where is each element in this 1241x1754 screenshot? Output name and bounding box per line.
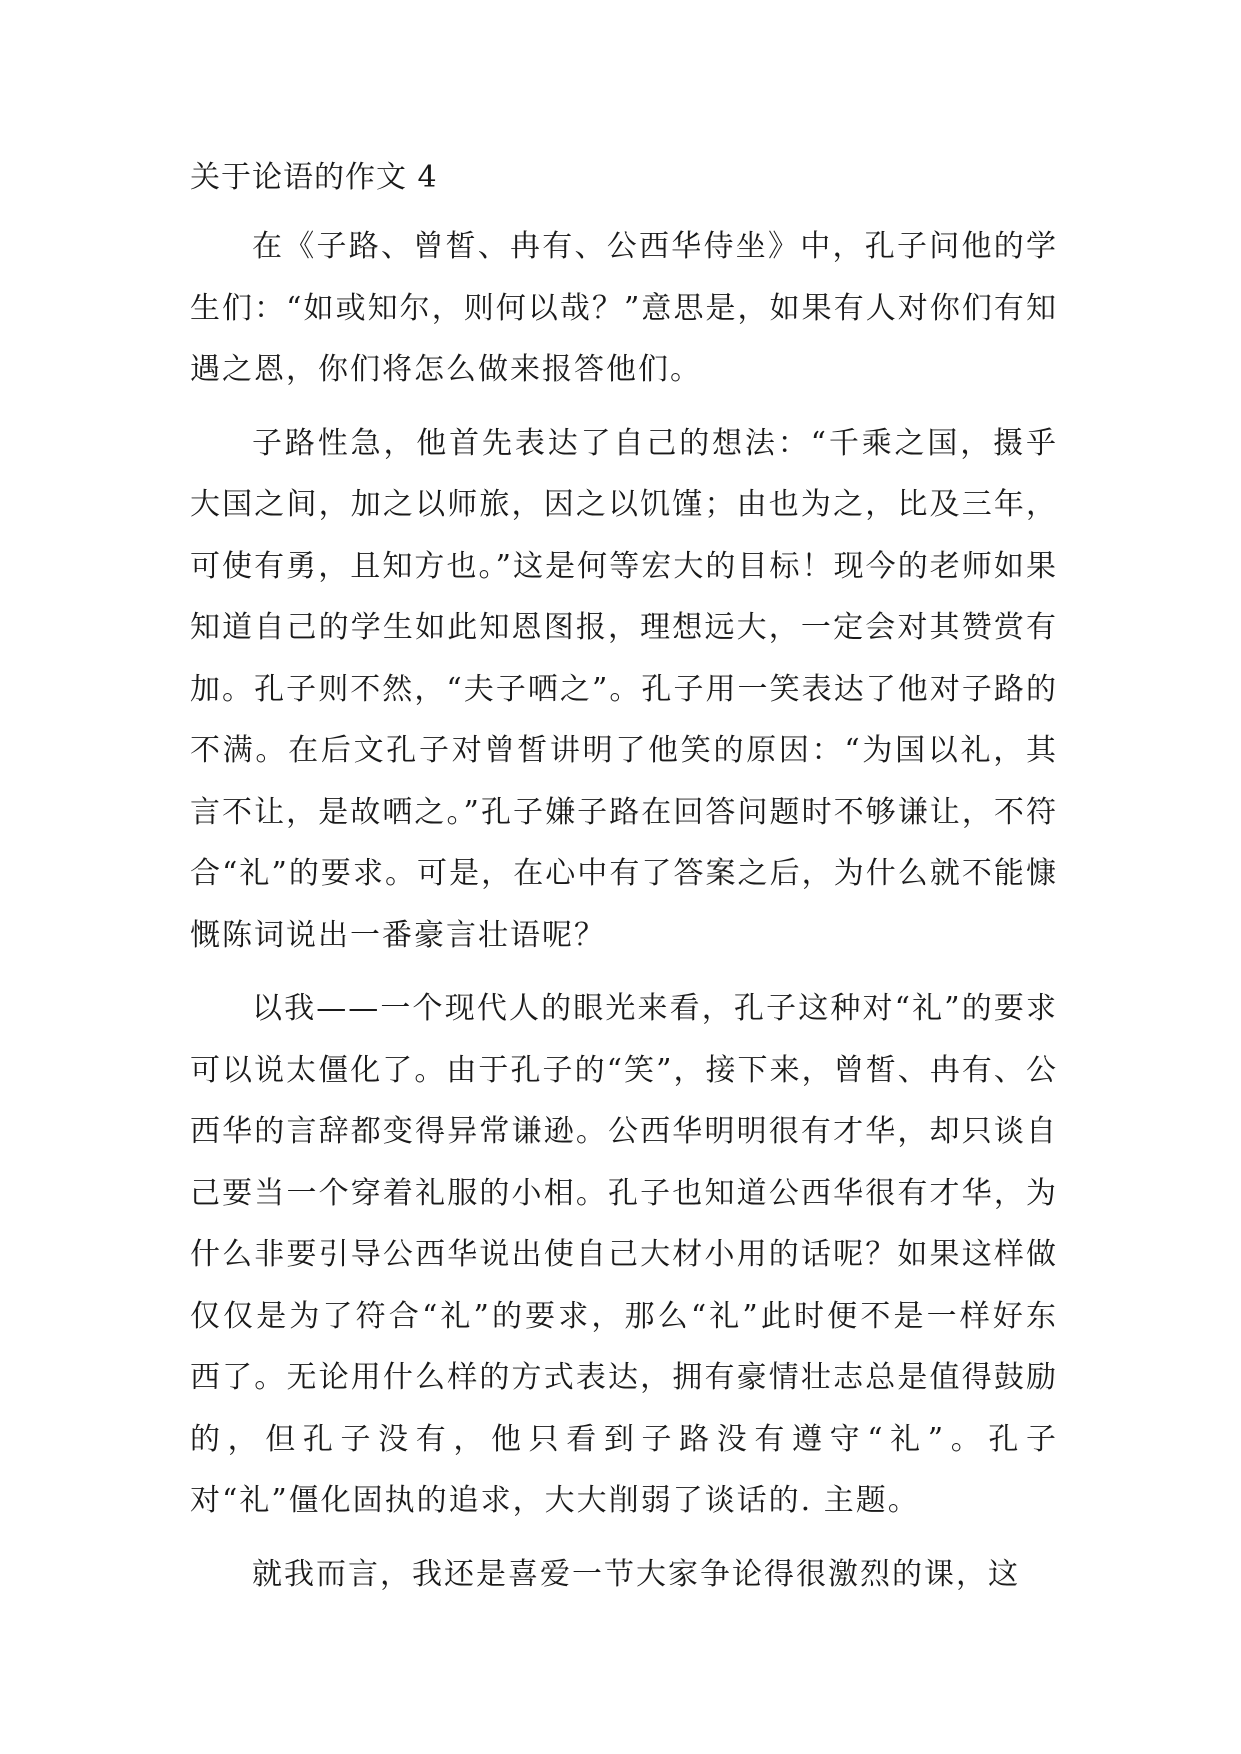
paragraph-4: 就我而言，我还是喜爱一节大家争论得很激烈的课，这 — [252, 1556, 1020, 1592]
paragraph-2: 子路性急，他首先表达了自己的想法：“千乘之国，摄乎大国之间，加之以师旅，因之以饥馑；由也为之，比及三年，可使有勇，且知方也。”这是何等宏大的目标！现今的老师如果知道自己的学生如此知恩图报，理想远大，一定会对其赞赏有加。孔子则不然，“夫子哂之”。孔子用一笑表达了他对子路的不满。在后文孔子对曾皙讲明了他笑的原因：“为国以礼，其言不让，是故哂之。”孔子嫌子路在回答问题时不够谦让，不符合“礼”的要求。可是，在心中有了答案之后，为什么就不能慷慨陈词说出一番豪言壮语呢？ — [190, 425, 1058, 953]
paragraph-3: 以我——一个现代人的眼光来看，孔子这种对“礼”的要求可以说太僵化了。由于孔子的“笑”，接下来，曾皙、冉有、公西华的言辞都变得异常谦逊。公西华明明很有才华，却只谈自己要当一个穿着礼服的小相。孔子也知道公西华很有才华，为什么非要引导公西华说出使自己大材小用的话呢？如果这样做仅仅是为了符合“礼”的要求，那么“礼”此时便不是一样好东西了。无论用什么样的方式表达，拥有豪情壮志总是值得鼓励的，但孔子没有，他只看到子路没有遵守“礼”。孔子对“礼”僵化固执的追求，大大削弱了谈话的. 主题。 — [190, 991, 1058, 1518]
document-body — [190, 150, 1058, 1617]
document-title: 关于论语的作文 4 — [190, 160, 438, 195]
paragraph-1: 在《子路、曾皙、冉有、公西华侍坐》中，孔子问他的学生们：“如或知尔，则何以哉？”意思是，如果有人对你们有知遇之恩，你们将怎么做来报答他们。 — [190, 229, 1058, 387]
